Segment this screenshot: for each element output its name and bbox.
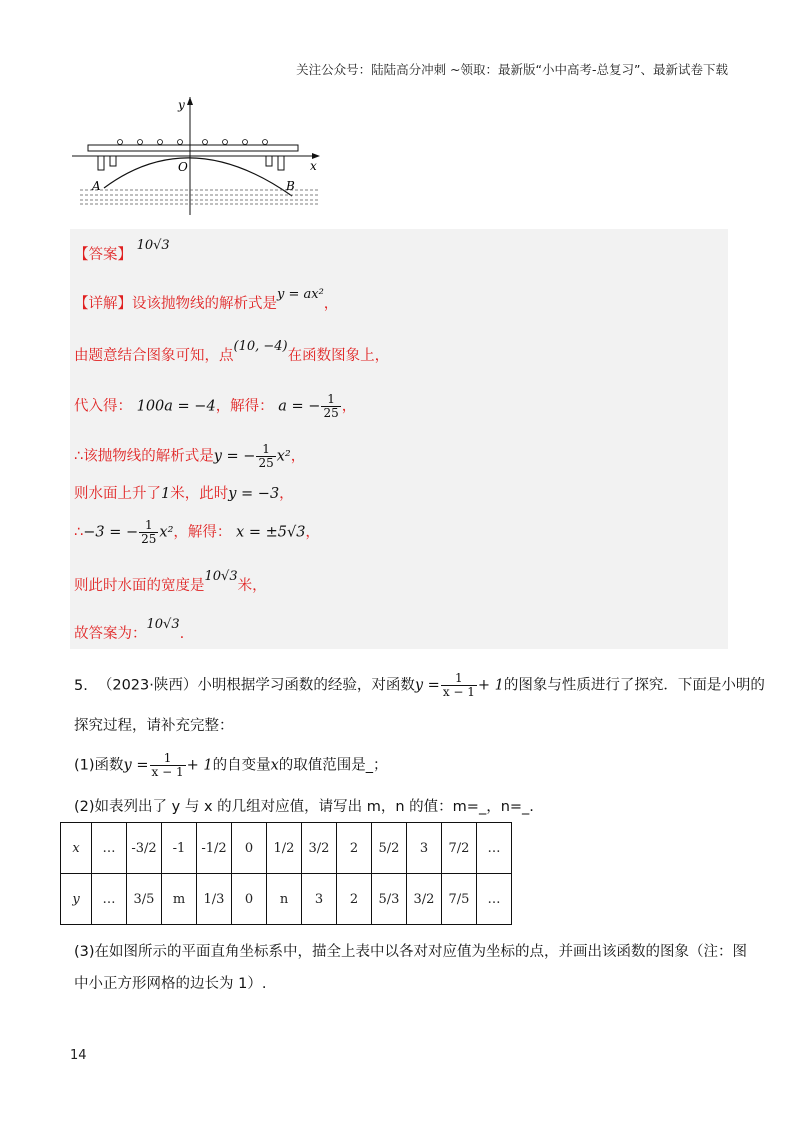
detail-line-7 — [74, 569, 267, 595]
table-cell: -3/2 — [127, 823, 162, 874]
question-text: (1)函数 — [74, 757, 124, 774]
function-math: y = — [123, 757, 149, 774]
detail-line-8 — [74, 617, 185, 643]
fraction — [139, 519, 158, 546]
table-cell: 1/3 — [197, 874, 232, 925]
fraction-numerator: 1 — [150, 752, 186, 766]
detail-math: x = ±5√3 — [236, 524, 306, 541]
detail-mid: ，解得： — [173, 524, 232, 541]
table-cell: 0 — [232, 823, 267, 874]
table-cell: … — [477, 823, 512, 874]
detail-text: 则水面上升了 — [74, 486, 161, 502]
fraction-denominator: 25 — [323, 406, 339, 421]
fraction — [441, 672, 477, 699]
table-cell: 0 — [232, 874, 267, 925]
detail-text: ∴该抛物线的解析式是 — [74, 448, 214, 465]
detail-tail: 在函数图象上， — [287, 348, 390, 364]
detail-line-1 — [74, 287, 339, 313]
values-table — [60, 822, 512, 925]
detail-line-6 — [74, 519, 320, 546]
question-part-2: (2)如表列出了 y 与 x 的几组对应值，请写出 m，n 的值：m=_，n=_. — [74, 799, 534, 815]
question-part-1 — [74, 752, 388, 779]
table-cell: 7/2 — [442, 823, 477, 874]
fraction-numerator: 1 — [441, 672, 477, 686]
bridge-parabola-figure — [70, 95, 330, 215]
table-cell: -1/2 — [197, 823, 232, 874]
detail-tail: ， — [305, 524, 320, 541]
detail-tail: 米， — [237, 578, 267, 594]
detail-math: x² — [276, 448, 291, 465]
page-header: 关注公众号：陆陆高分冲刺 ~领取：最新版“小中高考-总复习”、最新试卷下载 — [296, 62, 728, 77]
table-row-y — [61, 874, 512, 925]
detail-text: 代入得： — [74, 398, 132, 415]
detail-math: y = −3 — [228, 486, 280, 502]
detail-tail: ， — [323, 296, 339, 312]
detail-math: a = − — [278, 398, 321, 415]
table-cell: … — [477, 874, 512, 925]
table-cell: m — [162, 874, 197, 925]
detail-math: y = ax² — [277, 287, 324, 302]
variable-math: x — [270, 757, 279, 774]
detail-math: x² — [159, 524, 174, 541]
detail-text: 故答案为： — [74, 626, 147, 642]
detail-math: −3 = − — [83, 524, 139, 541]
detail-tail: ， — [341, 398, 357, 415]
table-cell: 3/5 — [127, 874, 162, 925]
fraction-denominator: x − 1 — [151, 765, 184, 780]
fraction — [321, 393, 340, 420]
detail-text: 设该抛物线的解析式是 — [132, 296, 277, 312]
table-cell: … — [92, 874, 127, 925]
figure-x-label: x — [310, 159, 317, 173]
detail-text: 则此时水面的宽度是 — [74, 578, 205, 594]
detail-line-3 — [74, 393, 356, 420]
fraction-denominator: 25 — [258, 456, 274, 471]
question-part-3-line-1: (3)在如图所示的平面直角坐标系中，描全上表中以各对对应值为坐标的点，并画出该函数的图象（注：图 — [74, 944, 748, 960]
answer-tag: 【答案】 — [74, 247, 132, 263]
detail-tail: ， — [290, 448, 306, 465]
table-cell: 2 — [337, 823, 372, 874]
detail-line-4 — [74, 443, 305, 470]
table-cell: 7/5 — [442, 874, 477, 925]
detail-math: (10, −4) — [233, 339, 288, 354]
detail-math: 100a = −4 — [136, 398, 216, 415]
fraction-numerator: 1 — [321, 393, 340, 407]
question-text: 的自变量 — [212, 757, 271, 774]
function-math: + 1 — [186, 757, 213, 774]
detail-mid: 米，此时 — [170, 486, 229, 502]
table-cell: 3 — [407, 823, 442, 874]
table-label-y: y — [61, 874, 92, 925]
detail-text: ∴ — [74, 524, 84, 541]
function-math: + 1 — [477, 677, 504, 694]
detail-math: 1 — [161, 486, 171, 502]
detail-tail: . — [179, 626, 185, 642]
detail-tag: 【详解】 — [74, 296, 132, 312]
table-cell: … — [92, 823, 127, 874]
detail-math: 10√3 — [204, 569, 238, 584]
table-cell: 2 — [337, 874, 372, 925]
function-math: y = — [414, 677, 440, 694]
table-cell: 1/2 — [267, 823, 302, 874]
question-text: 的取值范围是_； — [278, 757, 388, 774]
question-intro-line-2: 探究过程，请补充完整： — [74, 718, 234, 734]
table-cell: n — [267, 874, 302, 925]
figure-o-label: O — [178, 160, 188, 174]
question-text: 的图象与性质进行了探究．下面是小明的 — [503, 677, 765, 694]
table-cell: 3 — [302, 874, 337, 925]
fraction-numerator: 1 — [256, 443, 275, 457]
table-label-x: x — [61, 823, 92, 874]
question-intro-line-1 — [74, 672, 765, 699]
detail-math: y = − — [213, 448, 256, 465]
table-cell: 5/2 — [372, 823, 407, 874]
fraction-denominator: 25 — [141, 532, 157, 547]
detail-line-5 — [74, 482, 294, 503]
answer-line — [74, 238, 170, 264]
table-cell: -1 — [162, 823, 197, 874]
table-cell: 3/2 — [407, 874, 442, 925]
table-cell: 3/2 — [302, 823, 337, 874]
question-source: （2023·陕西） — [97, 677, 198, 694]
question-text: 小明根据学习函数的经验，对函数 — [197, 677, 415, 694]
question-number: 5. — [74, 677, 88, 694]
figure-b-label: B — [286, 179, 295, 193]
table-cell: 5/3 — [372, 874, 407, 925]
detail-line-2 — [74, 339, 390, 365]
detail-text: 由题意结合图象可知，点 — [74, 348, 234, 364]
detail-tail: ， — [279, 486, 294, 502]
detail-mid: ，解得： — [215, 398, 274, 415]
fraction-denominator: x − 1 — [442, 685, 475, 700]
question-part-3-line-2: 中小正方形网格的边长为 1）. — [74, 976, 267, 992]
fraction — [256, 443, 275, 470]
fraction-numerator: 1 — [139, 519, 158, 533]
answer-value: 10√3 — [136, 238, 170, 253]
detail-math: 10√3 — [146, 617, 180, 632]
figure-y-label: y — [178, 98, 185, 112]
fraction — [150, 752, 186, 779]
figure-a-label: A — [92, 179, 101, 193]
table-row-x — [61, 823, 512, 874]
page-number: 14 — [70, 1048, 87, 1063]
